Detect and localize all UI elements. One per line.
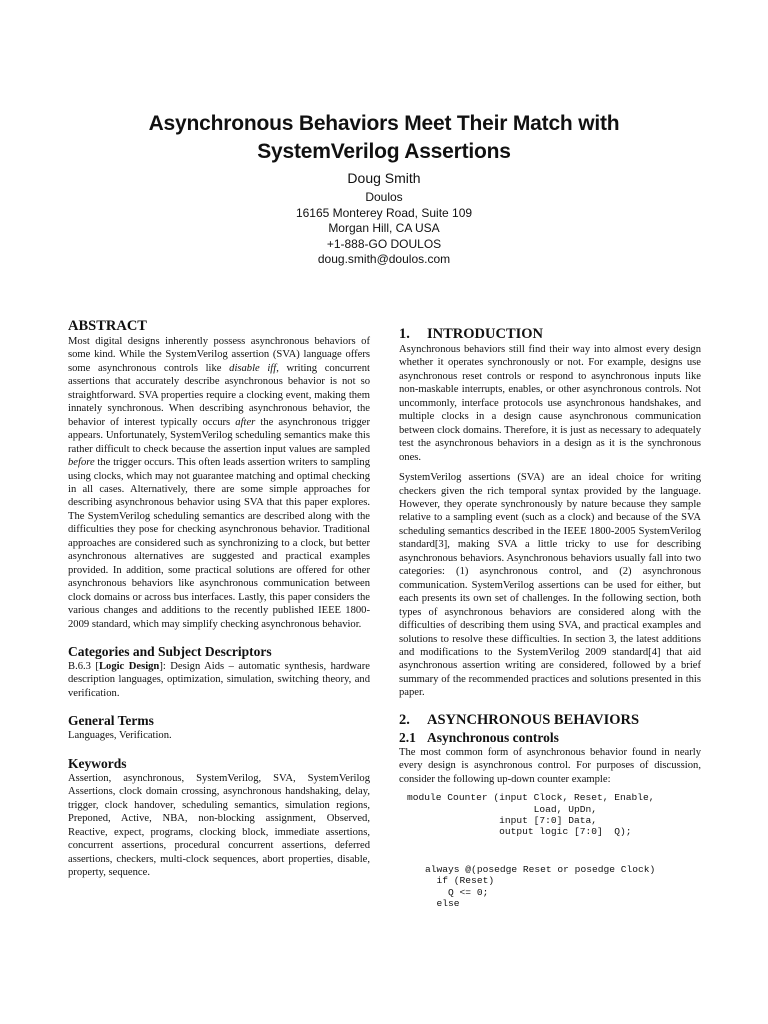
title-line-2: SystemVerilog Assertions [257,140,511,163]
affiliation-phone: +1-888-GO DOULOS [326,236,442,251]
right-column [399,326,701,909]
intro-title: INTRODUCTION [427,326,544,342]
left-column [68,318,370,879]
code-module-counter: module Counter (input Clock, Reset, Enable, Load, UpDn, input [7:0] Data, output logic [7:0] Q); [407,792,655,838]
affiliation-city: Morgan Hill, CA USA [328,221,440,235]
intro-paragraph-2: SystemVerilog assertions (SVA) are an ideal choice for writing checkers given the rich temporal syntax provided by the language. However, they operate synchronously by nature because they sample relative to a sampling event (such as a clock) and because of the SVA scheduling semantics described in the IEEE 1800-2005 SystemVerilog standard[3], making SVA a little tricky to use for describing asynchronous behaviors. Asynchronous behaviors usually fall into two categories: (1) asynchronous control, and (2) asynchronous communication. SystemVerilog assertions can be used for either, but each presents its own set of challenges. In the following section, both types of asynchronous behaviors are considered along with the difficulties of describing them using SVA, and practical examples and solutions to resolve these difficulties. In section 3, the latest additions and modifications to the SystemVerilog 2009 standard[4] that aid asynchronous assertion writing are considered, followed by a brief summary of the recommended practices and solutions presented in this paper. [399,472,701,699]
abstract-heading: ABSTRACT [68,318,147,334]
intro-heading [399,326,701,343]
general-terms-heading: General Terms [68,713,154,729]
general-terms-text: Languages, Verification. [68,730,172,742]
async-number: 2. [399,711,410,728]
intro-number: 1. [399,326,410,342]
affiliation-street: 16165 Monterey Road, Suite 109 [295,205,473,220]
paper-title [60,110,708,166]
categories-heading: Categories and Subject Descriptors [68,643,272,659]
async-controls-title: Asynchronous controls [427,729,559,745]
affiliation-org: Doulos [365,190,403,204]
async-paragraph-1: The most common form of asynchronous behavior found in nearly every design is asynchronous control. For purposes of discussion, consider the following up-down counter example: [399,746,701,785]
async-title: ASYNCHRONOUS BEHAVIORS [427,711,640,728]
async-controls-heading [399,729,701,746]
title-line-1: Asynchronous Behaviors Meet Their Match with [148,112,620,135]
keywords-text: Assertion, asynchronous, SystemVerilog, SVA, SystemVerilog Assertions, clock domain crossing, asynchronous handshaking, delay, trigger, clock handover, scheduling semantics, simulation regions, Preponed, Active, NBA, non-blocking assignment, Observed, Reactive, expect, programs, clocking block, immediate assertions, concurrent assertions, procedural concurrent assertions, deferred assertions, checkers, multi-clock sequences, abort properties, disable, property, sequence. [68,772,370,878]
author-block [184,170,584,268]
async-heading [399,712,701,729]
keywords-heading: Keywords [68,755,127,771]
affiliation-email[interactable]: doug.smith@doulos.com [317,252,451,266]
author-name: Doug Smith [347,170,421,186]
async-controls-number: 2.1 [399,729,416,745]
intro-paragraph-1: Asynchronous behaviors still find their way into almost every design whether it operates synchronously or not. For example, designs use asynchronous reset controls or respond to asynchronous inputs like non-maskable interrupts, enables, or other asynchronous controls. Not uncommonly, interface protocols use asynchronous handshakes, and multiple clocks in a design cause asynchronous communication between clock domains. Therefore, it is just as necessary to adequately test the asynchronous behaviors in a design as it is the synchronous ones. [399,344,701,463]
abstract-text: Most digital designs inherently possess asynchronous behaviors of some kind. While the SystemVerilog assertion (SVA) language offers some asynchronous controls like disable iff, writing concurrent assertions that accurately describe asynchronous behavior is not so straightforward. SVA properties require a clocking event, making them innately synchronous. When describing asynchronous behavior, the behavior of interest typically occurs after the asynchronous trigger appears. Unfortunately, SystemVerilog scheduling semantics make this rather difficult to check because the assertion input values are sampled before the trigger occurs. This often leads assertion writers to sampling using clocks, which may not guarantee matching and optimal checking in all cases. Alternatively, there are some simple approaches for describing asynchronous behavior using SVA that this paper explores. The SystemVerilog scheduling semantics are described along with the difficulties they pose for checking asynchronous behavior. Traditional approaches are considered such as synchronizing to a clock, but better asynchronous alternatives are suggested and practical examples provided. In addition, some practical solutions are offered for other asynchronous behaviors like asynchronous communication between clock domains or across bus interfaces. Lastly, this paper considers the various changes and additions to the recently published IEEE 1800-2009 standard, which may simplify checking asynchronous behavior. [68,336,370,630]
code-always-block: always @(posedge Reset or posedge Clock) if (Reset) Q <= 0; else [425,863,656,909]
categories-text: B.6.3 [Logic Design]: Design Aids – automatic synthesis, hardware description languages, optimization, simulation, switching theory, and verification. [68,660,370,699]
